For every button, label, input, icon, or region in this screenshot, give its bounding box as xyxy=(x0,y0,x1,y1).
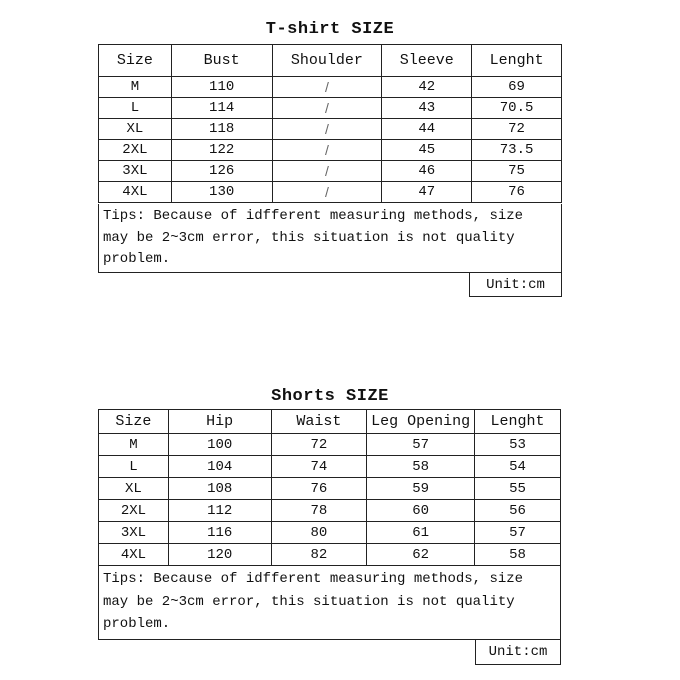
table-cell: 3XL xyxy=(99,522,169,544)
table-cell: 108 xyxy=(168,478,271,500)
table-cell: 75 xyxy=(472,161,562,182)
table-cell: 46 xyxy=(382,161,472,182)
table-cell: 78 xyxy=(271,500,367,522)
table-cell: 3XL xyxy=(99,161,172,182)
tips-line: problem. xyxy=(103,616,171,632)
table-row xyxy=(99,478,561,500)
table-cell: 72 xyxy=(271,434,367,456)
table-row xyxy=(99,434,561,456)
table-cell: 110 xyxy=(171,77,272,98)
table-cell: 120 xyxy=(168,544,271,566)
table-cell: 4XL xyxy=(99,182,172,203)
table-header-row xyxy=(99,45,562,77)
column-header: Size xyxy=(99,45,172,77)
table-header-row xyxy=(99,410,561,434)
column-header: Size xyxy=(99,410,169,434)
table-cell: L xyxy=(99,98,172,119)
tips-line: may be 2~3cm error, this situation is not quality xyxy=(103,593,515,610)
shorts-size-title: Shorts SIZE xyxy=(271,387,389,406)
tips-line: problem. xyxy=(103,251,171,267)
column-header: Waist xyxy=(271,410,367,434)
table-cell: 69 xyxy=(472,77,562,98)
table-cell: 42 xyxy=(382,77,472,98)
table-cell: / xyxy=(272,98,382,119)
table-row xyxy=(99,140,562,161)
shorts-size-table xyxy=(98,409,561,566)
table-row xyxy=(99,456,561,478)
table-cell: 80 xyxy=(271,522,367,544)
table-cell: 59 xyxy=(367,478,475,500)
table-cell: / xyxy=(272,161,382,182)
tshirt-size-table xyxy=(98,44,562,203)
table-cell: 56 xyxy=(475,500,561,522)
table-cell: 73.5 xyxy=(472,140,562,161)
table-cell: 76 xyxy=(271,478,367,500)
column-header: Bust xyxy=(171,45,272,77)
tshirt-unit-label: Unit:cm xyxy=(469,273,562,297)
table-row xyxy=(99,161,562,182)
table-cell: M xyxy=(99,434,169,456)
table-cell: 45 xyxy=(382,140,472,161)
table-cell: 118 xyxy=(171,119,272,140)
table-cell: 82 xyxy=(271,544,367,566)
table-cell: 116 xyxy=(168,522,271,544)
table-cell: 61 xyxy=(367,522,475,544)
column-header: Sleeve xyxy=(382,45,472,77)
table-cell: 4XL xyxy=(99,544,169,566)
tips-line: Tips: Because of idfferent measuring methods, size xyxy=(103,208,524,224)
tshirt-tips-note xyxy=(98,204,562,273)
table-cell: 74 xyxy=(271,456,367,478)
table-cell: 57 xyxy=(367,434,475,456)
shorts-unit-label: Unit:cm xyxy=(475,640,561,665)
table-cell: 126 xyxy=(171,161,272,182)
table-cell: 2XL xyxy=(99,500,169,522)
shorts-tips-note xyxy=(98,566,561,640)
table-cell: 54 xyxy=(475,456,561,478)
table-cell: L xyxy=(99,456,169,478)
table-cell: 114 xyxy=(171,98,272,119)
table-cell: XL xyxy=(99,478,169,500)
column-header: Leg Opening xyxy=(367,410,475,434)
table-cell: 43 xyxy=(382,98,472,119)
tshirt-size-title: T-shirt SIZE xyxy=(265,20,395,39)
table-cell: 58 xyxy=(367,456,475,478)
table-cell: 53 xyxy=(475,434,561,456)
table-cell: 47 xyxy=(382,182,472,203)
column-header: Hip xyxy=(168,410,271,434)
table-cell: 57 xyxy=(475,522,561,544)
table-cell: 104 xyxy=(168,456,271,478)
table-row xyxy=(99,522,561,544)
table-cell: 2XL xyxy=(99,140,172,161)
table-row xyxy=(99,119,562,140)
table-cell: / xyxy=(272,140,382,161)
table-cell: 130 xyxy=(171,182,272,203)
tips-line: Tips: Because of idfferent measuring methods, size xyxy=(103,571,524,587)
table-cell: 44 xyxy=(382,119,472,140)
column-header: Shoulder xyxy=(272,45,382,77)
table-cell: 122 xyxy=(171,140,272,161)
column-header: Lenght xyxy=(472,45,562,77)
table-cell: 60 xyxy=(367,500,475,522)
tips-line: may be 2~3cm error, this situation is not quality xyxy=(103,229,515,246)
table-cell: M xyxy=(99,77,172,98)
table-cell: 76 xyxy=(472,182,562,203)
column-header: Lenght xyxy=(475,410,561,434)
table-cell: / xyxy=(272,119,382,140)
table-row xyxy=(99,500,561,522)
table-row xyxy=(99,544,561,566)
table-row xyxy=(99,98,562,119)
table-cell: 70.5 xyxy=(472,98,562,119)
table-row xyxy=(99,182,562,203)
table-cell: 112 xyxy=(168,500,271,522)
table-cell: 72 xyxy=(472,119,562,140)
table-row xyxy=(99,77,562,98)
table-cell: 58 xyxy=(475,544,561,566)
table-cell: 55 xyxy=(475,478,561,500)
table-cell: XL xyxy=(99,119,172,140)
table-cell: / xyxy=(272,77,382,98)
table-cell: 100 xyxy=(168,434,271,456)
table-cell: 62 xyxy=(367,544,475,566)
table-cell: / xyxy=(272,182,382,203)
